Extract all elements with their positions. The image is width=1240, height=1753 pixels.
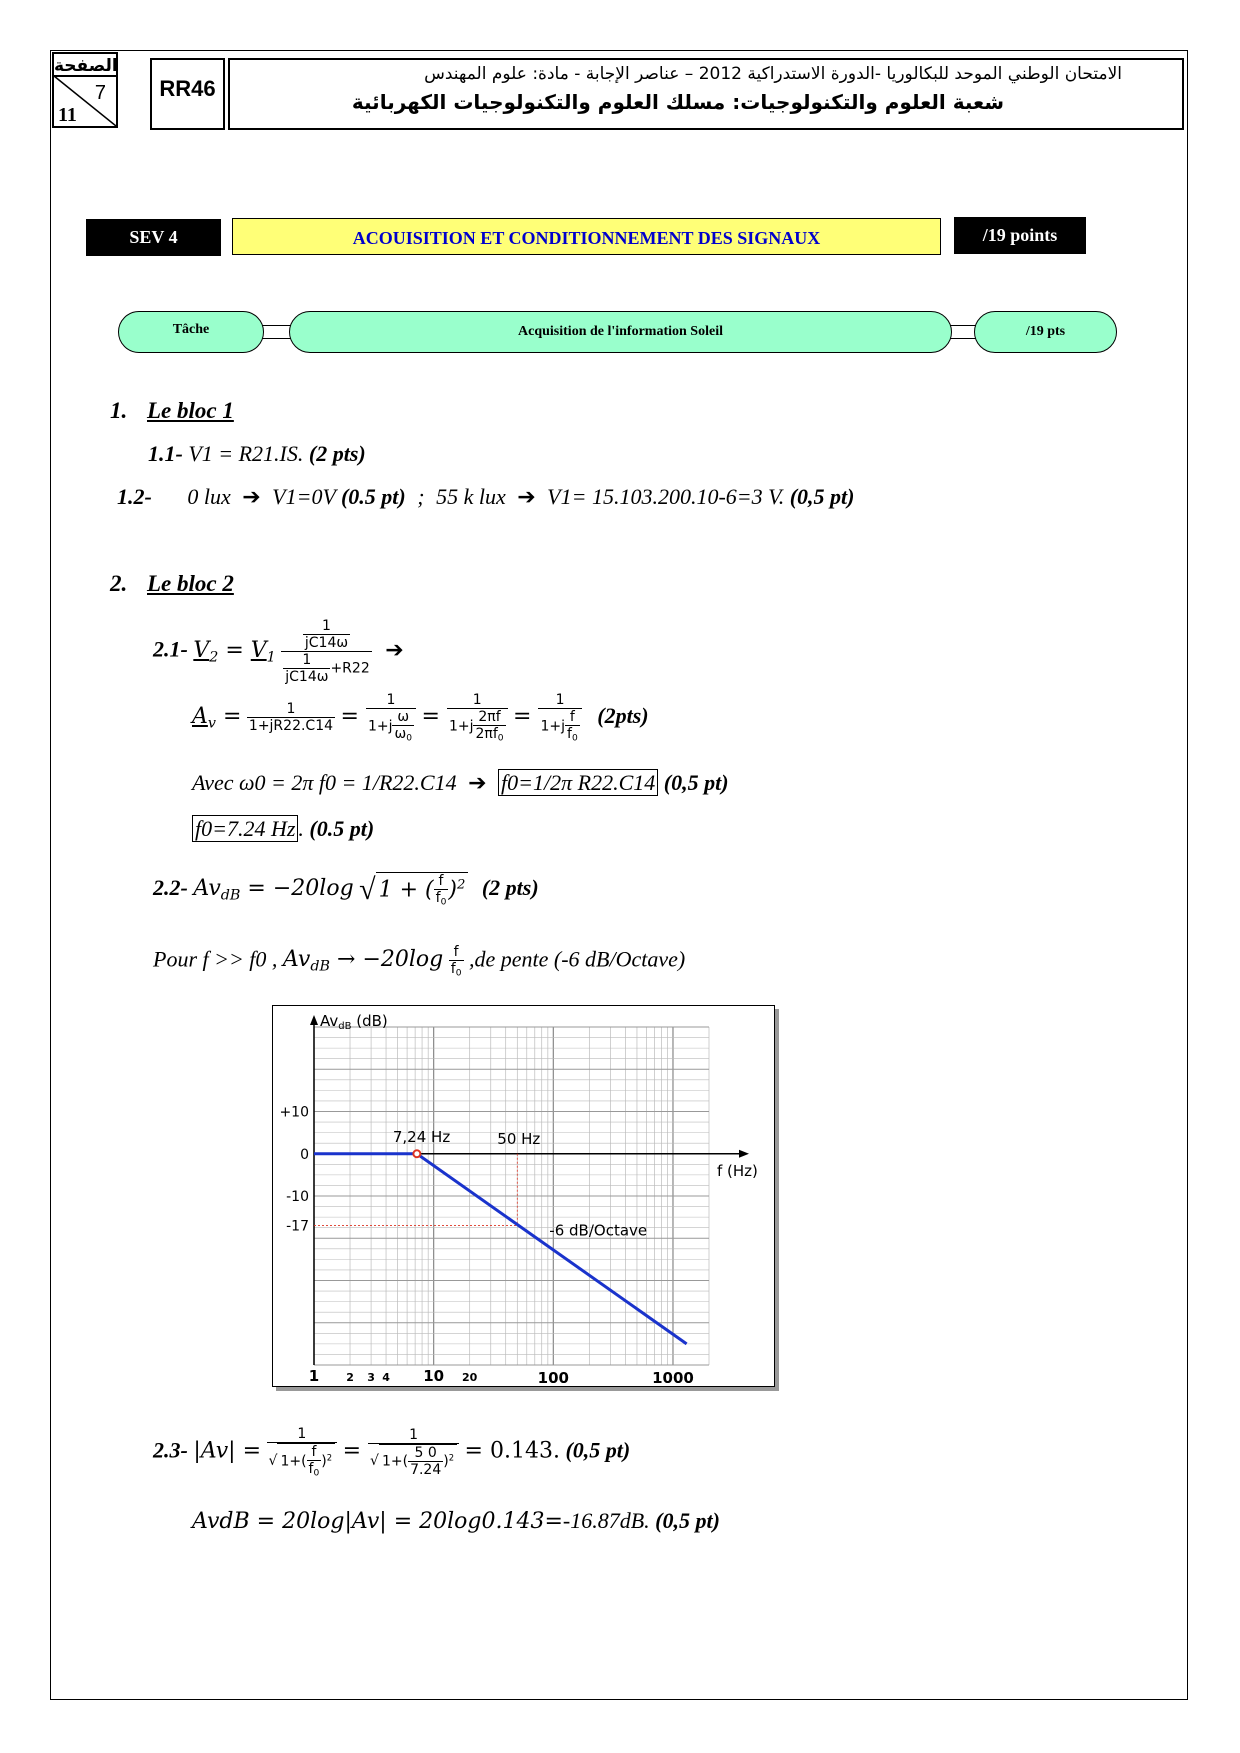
av-symbol: $A_v$ = bbox=[192, 703, 242, 732]
pour-frac: $\frac{f}{f_0}$ bbox=[450, 944, 462, 979]
q12-zero-lux: 0 lux bbox=[187, 484, 231, 509]
q11-formula: V1 = R21.IS. bbox=[188, 441, 304, 466]
x-tick-label: 2 bbox=[346, 1371, 354, 1384]
cutoff-marker bbox=[413, 1150, 420, 1157]
sqrt-icon: √ bbox=[359, 872, 376, 906]
q22-points: (2 pts) bbox=[481, 874, 539, 900]
y-axis-arrow-icon bbox=[310, 1015, 318, 1025]
q12-55klux: 55 k lux bbox=[436, 484, 506, 509]
q23b-line bbox=[192, 1508, 720, 1534]
section-title: ACOUISITION ET CONDITIONNEMENT DES SIGNAUX bbox=[232, 218, 941, 255]
q23-abs-av: |Av| = bbox=[193, 1438, 262, 1464]
exam-code: RR46 bbox=[150, 58, 225, 130]
x-axis-arrow-icon bbox=[739, 1150, 749, 1158]
av-transfer-line: $A_v$ = $\frac{1}{1+jR22.C14}$ = 1 1+j $\frac{\omega}{\omega_0}$ = 1 1+j $\frac{2\pi f}{2\pi f_0}$ = 1 1+j $\frac{f}{f_0}$ (2pts) bbox=[192, 692, 649, 744]
q22-number: 2.2- bbox=[153, 874, 188, 900]
x-tick-label: 1 bbox=[308, 1367, 320, 1385]
arrow-icon: ➔ bbox=[385, 636, 404, 662]
q22-radicand: 1 + ( $\frac{f}{f_0}$ )$^2$ bbox=[376, 872, 469, 908]
q23-frac-2: 1 √ 1+( $\frac{5 0}{7.24}$ )$^2$ bbox=[368, 1427, 459, 1478]
q23-result: = 0.143. bbox=[464, 1438, 560, 1464]
task-points: /19 pts bbox=[974, 311, 1117, 353]
task-connector-left bbox=[262, 325, 292, 339]
q11-points: (2 pts) bbox=[308, 441, 366, 466]
av-frac-2: 1 1+j $\frac{\omega}{\omega_0}$ bbox=[366, 692, 416, 744]
exam-title-box bbox=[228, 58, 1184, 130]
q12-separator: ; bbox=[417, 484, 425, 509]
av-frac-1: $\frac{1}{1+jR22.C14}$ bbox=[248, 701, 334, 735]
q12-v1-calc-points: (0,5 pt) bbox=[789, 484, 855, 509]
y-axis-label: $Av_{dB}$ (dB) bbox=[320, 1012, 388, 1032]
f0-value: f0=7.24 Hz bbox=[192, 815, 298, 842]
q12-line bbox=[117, 484, 855, 510]
q12-v1-zero-points: (0.5 pt) bbox=[340, 484, 406, 509]
f0-value-points: (0.5 pt) bbox=[309, 816, 375, 841]
q23-line: 2.3- |Av| = 1 √ 1+( $\frac{f}{f_0}$ )$^2$ = 1 √ 1+( $\frac{5 0}{7.24}$ )$^2$ = 0.143. (0,5 pt) bbox=[153, 1426, 631, 1479]
q23b-value: -16.87dB. bbox=[562, 1508, 650, 1533]
x-tick-label: 20 bbox=[462, 1371, 478, 1384]
task-label: Tâche bbox=[118, 311, 264, 353]
page-number: 7 bbox=[94, 82, 106, 104]
x-tick-label: 3 bbox=[367, 1371, 375, 1384]
bloc2-title: Le bloc 2 bbox=[147, 571, 234, 596]
x-tick-label: 4 bbox=[382, 1371, 390, 1384]
slope-annotation: -6 dB/Octave bbox=[549, 1221, 648, 1240]
y-tick-label: 0 bbox=[300, 1146, 309, 1163]
x-axis-label: f (Hz) bbox=[717, 1161, 758, 1180]
q21-line bbox=[153, 618, 404, 685]
bloc1-number: 1. bbox=[110, 398, 128, 423]
q21-fraction: $\frac{1}{jC14\omega}$ $\frac{1}{jC14\omega}$ +R22 bbox=[281, 618, 371, 685]
bloc1-heading bbox=[110, 398, 234, 424]
omega-definition: Avec ω0 = 2π f0 = 1/R22.C14 bbox=[192, 770, 457, 795]
bloc2-number: 2. bbox=[110, 571, 128, 596]
q21-points: (2pts) bbox=[597, 702, 649, 728]
q11-number: 1.1- bbox=[148, 441, 183, 466]
cutoff-annotation: 7,24 Hz bbox=[392, 1127, 451, 1146]
q11-line bbox=[148, 441, 366, 467]
exam-title-line1: الامتحان الوطني الموحد للبكالوريا -الدورة الاستدراكية 2012 – عناصر الإجابة - مادة: علوم المهندس bbox=[424, 64, 1122, 84]
q12-number: 1.2- bbox=[117, 484, 152, 509]
q21-number: 2.1- bbox=[153, 636, 188, 662]
f0-formula-points: (0,5 pt) bbox=[663, 770, 729, 795]
page-number-box bbox=[52, 52, 118, 128]
page-total: 11 bbox=[58, 104, 77, 126]
q23-frac-1: 1 √ 1+( $\frac{f}{f_0}$ )$^2$ bbox=[267, 1426, 338, 1479]
exam-title-line2: شعبة العلوم والتكنولوجيات: مسلك العلوم والتكنولوجيات الكهربائية bbox=[351, 90, 1004, 114]
bode-chart bbox=[272, 1005, 792, 1405]
q21-v2-expression: $V_2 = V_1$ bbox=[193, 637, 276, 665]
x-tick-label: 10 bbox=[423, 1367, 445, 1385]
y-tick-label: -17 bbox=[286, 1218, 309, 1235]
x-tick-label: 100 bbox=[537, 1369, 569, 1387]
arrow-icon: ➔ bbox=[242, 484, 261, 509]
av-frac-3: 1 1+j $\frac{2\pi f}{2\pi f_0}$ bbox=[447, 692, 508, 744]
y-tick-label: +10 bbox=[279, 1104, 309, 1121]
bloc1-title: Le bloc 1 bbox=[147, 398, 234, 423]
q23b-points: (0,5 pt) bbox=[655, 1508, 720, 1533]
omega-line bbox=[192, 770, 729, 796]
q12-v1-calc: V1= 15.103.200.10-6=3 V. bbox=[547, 484, 785, 509]
q22-formula: $Av_{dB} = -20\log$ bbox=[193, 875, 354, 904]
task-connector-right bbox=[950, 325, 976, 339]
section-points: /19 points bbox=[954, 217, 1086, 254]
q23b-formula: AvdB = 20log|Av| = 20log0.143= bbox=[192, 1509, 563, 1534]
f0-value-line: f0=7.24 Hz . (0.5 pt) bbox=[192, 816, 374, 842]
q22-line bbox=[153, 872, 539, 908]
av-frac-4: 1 1+j $\frac{f}{f_0}$ bbox=[538, 692, 581, 744]
task-title: Acquisition de l'information Soleil bbox=[289, 311, 952, 353]
x-tick-label: 1000 bbox=[652, 1369, 694, 1387]
bloc2-heading bbox=[110, 571, 234, 597]
arrow-icon: ➔ bbox=[517, 484, 536, 509]
pour-condition: Pour f >> f0 , bbox=[153, 946, 278, 972]
arrow-icon: ➔ bbox=[468, 770, 487, 795]
pour-line bbox=[153, 944, 685, 979]
f0-formula: f0=1/2π R22.C14 bbox=[498, 769, 658, 796]
q23-points: (0,5 pt) bbox=[565, 1437, 631, 1463]
f50-annotation: 50 Hz bbox=[497, 1129, 541, 1148]
pour-formula: $Av_{dB} \to -20\log$ bbox=[282, 947, 444, 975]
y-tick-label: -10 bbox=[286, 1189, 309, 1205]
q23-number: 2.3- bbox=[153, 1437, 188, 1463]
page-label: الصفحة bbox=[54, 56, 118, 76]
section-code: SEV 4 bbox=[86, 219, 221, 256]
pente-text: ,de pente (-6 dB/Octave) bbox=[469, 946, 686, 972]
q12-v1-zero: V1=0V bbox=[272, 484, 336, 509]
